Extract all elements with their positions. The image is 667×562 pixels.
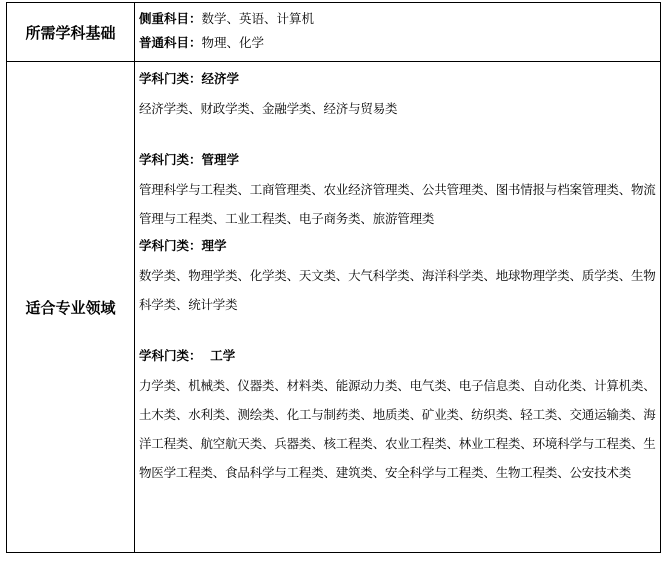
section-body-science: 数学类、物理学类、化学类、天文类、大气科学类、海洋科学类、地球物理学类、质学类、生物科学类、统计学类 xyxy=(139,268,656,312)
section-heading-economics: 学科门类：经济学 xyxy=(139,71,240,86)
focus-subjects-line xyxy=(139,7,658,31)
section-heading-management: 学科门类：管理学 xyxy=(139,152,240,167)
table-row-subject-basis xyxy=(7,3,661,62)
section-body-economics: 经济学类、财政学类、金融学类、经济与贸易类 xyxy=(139,101,398,116)
section-body-management: 管理科学与工程类、工商管理类、农业经济管理类、公共管理类、图书情报与档案管理类、物流管理与工程类、工业工程类、电子商务类、旅游管理类 xyxy=(139,182,656,226)
info-table xyxy=(6,2,661,553)
general-subjects-value: 物理、化学 xyxy=(201,35,265,50)
row-label-fields: 适合专业领域 xyxy=(7,62,135,553)
focus-subjects-value: 数学、英语、计算机 xyxy=(201,11,315,26)
general-subjects-key: 普通科目： xyxy=(139,35,202,50)
subject-basis-content xyxy=(135,3,661,62)
general-subjects-line xyxy=(139,31,658,55)
focus-subjects-key: 侧重科目： xyxy=(139,11,202,26)
section-body-engineering: 力学类、机械类、仪器类、材料类、能源动力类、电气类、电子信息类、自动化类、计算机类、土木类、水利类、测绘类、化工与制药类、地质类、矿业类、纺织类、轻工类、交通运输类、海洋工程类、航空航天类、兵器类、核工程类、农业工程类、林业工程类、环境科学与工程类、生物医学工程类、食品科学与工程类、建筑类、安全科学与工程类、生物工程类、公安技术类 xyxy=(139,378,656,480)
section-heading-science: 学科门类：理学 xyxy=(139,238,227,253)
spacer xyxy=(139,319,658,343)
row-label-subject-basis: 所需学科基础 xyxy=(7,3,135,62)
spacer xyxy=(139,123,658,147)
section-heading-engineering: 学科门类： 工学 xyxy=(139,348,236,363)
fields-content xyxy=(135,62,661,553)
table-row-fields xyxy=(7,62,661,553)
